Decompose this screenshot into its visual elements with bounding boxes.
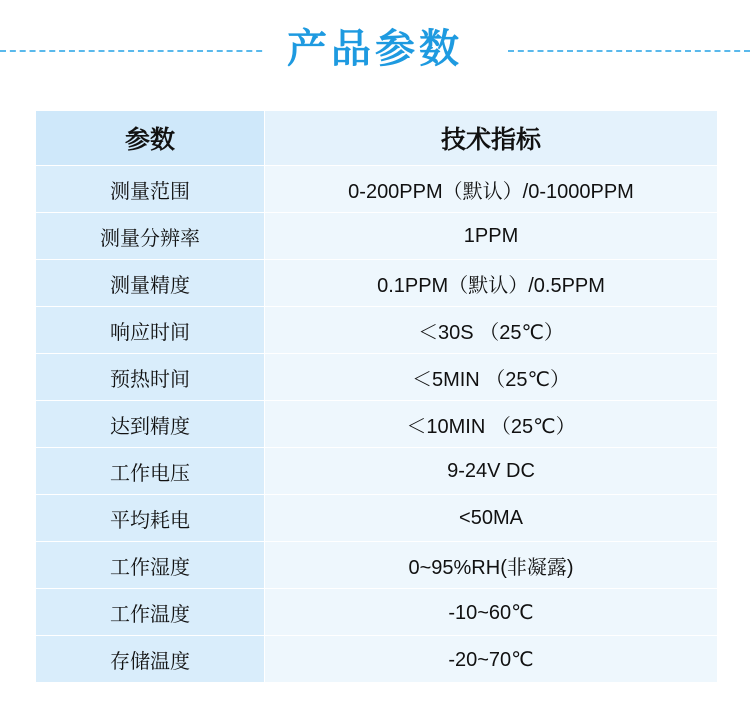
spec-table-body [36,111,718,683]
table-row [36,260,718,307]
table-row [36,542,718,589]
row-label: 工作电压 [36,448,265,495]
table-row [36,495,718,542]
title-divider-left [0,50,272,52]
row-label: 存储温度 [36,636,265,683]
row-value: 0.1PPM（默认）/0.5PPM [265,260,718,307]
row-value: 0-200PPM（默认）/0-1000PPM [265,166,718,213]
row-value: <50MA [265,495,718,542]
row-value: ＜5MIN （25℃） [265,354,718,401]
table-row [36,589,718,636]
title-divider-right [508,50,750,52]
row-label: 工作湿度 [36,542,265,589]
page-title: 产品参数 [265,29,485,69]
table-row [36,213,718,260]
row-label: 测量分辨率 [36,213,265,260]
row-value: -10~60℃ [265,589,718,636]
spec-table [35,110,718,683]
table-header-row [36,111,718,166]
row-value: -20~70℃ [265,636,718,683]
column-header-param: 参数 [36,111,265,166]
row-label: 工作温度 [36,589,265,636]
row-label: 测量精度 [36,260,265,307]
row-value: ＜10MIN （25℃） [265,401,718,448]
table-row [36,448,718,495]
row-label: 响应时间 [36,307,265,354]
row-value: 1PPM [265,213,718,260]
row-label: 预热时间 [36,354,265,401]
row-value: 0~95%RH(非凝露) [265,542,718,589]
spec-table-container [35,110,715,683]
table-row [36,166,718,213]
row-label: 测量范围 [36,166,265,213]
column-header-value: 技术指标 [265,111,718,166]
row-label: 达到精度 [36,401,265,448]
row-value: ＜30S （25℃） [265,307,718,354]
row-value: 9-24V DC [265,448,718,495]
table-row [36,354,718,401]
row-label: 平均耗电 [36,495,265,542]
table-row [36,401,718,448]
table-row [36,307,718,354]
table-row [36,636,718,683]
title-row [0,0,750,96]
